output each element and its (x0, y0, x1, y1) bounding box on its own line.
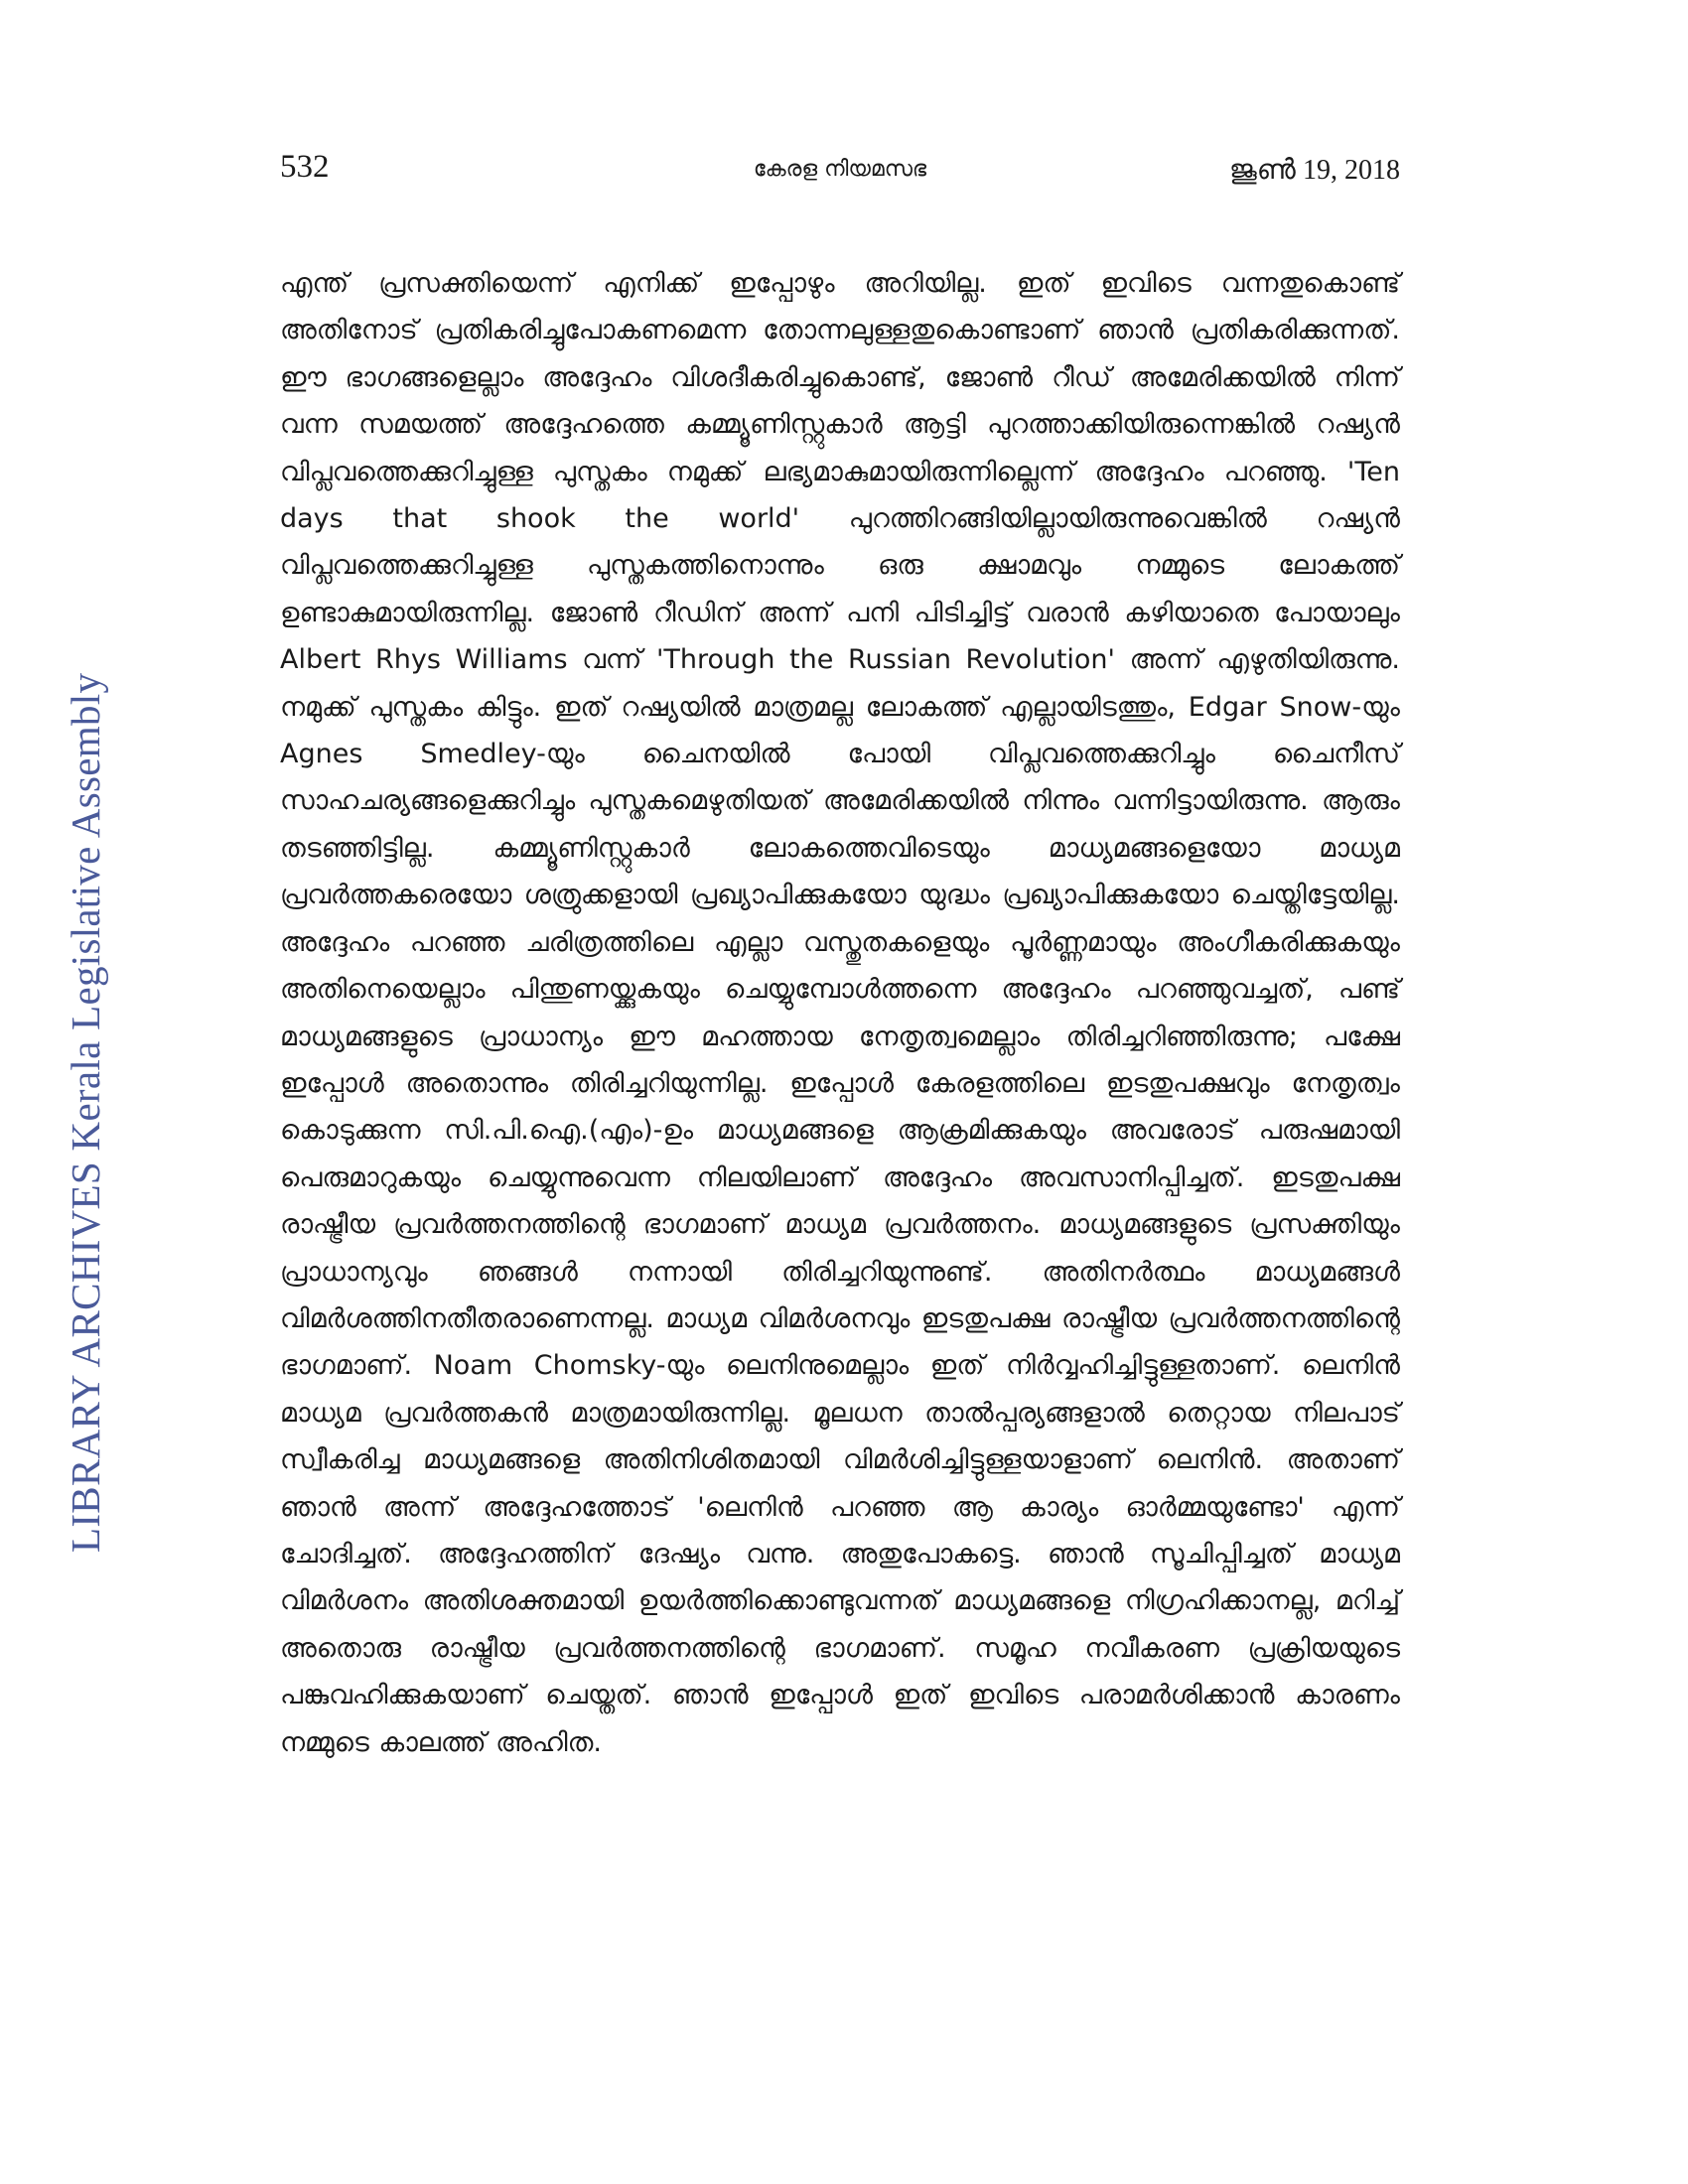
body-paragraph: എന്ത് പ്രസക്തിയെന്ന് എനിക്ക് ഇപ്പോഴും അറിയില്ല. ഇത് ഇവിടെ വന്നതുകൊണ്ട് അതിനോട് പ്രതികരിച്ചുപോകണമെന്ന തോന്നലുള്ളതുകൊണ്ടാണ് ഞാൻ പ്രതികരിക്കുന്നത്. ഈ ഭാഗങ്ങളെല്ലാം അദ്ദേഹം വിശദീകരിച്ചുകൊണ്ട്, ജോൺ റീഡ് അമേരിക്കയിൽ നിന്ന് വന്ന സമയത്ത് അദ്ദേഹത്തെ കമ്മ്യൂണിസ്റ്റുകാർ ആട്ടി പുറത്താക്കിയിരുന്നെങ്കിൽ റഷ്യൻ വിപ്ലവത്തെക്കുറിച്ചുള്ള പുസ്തകം നമുക്ക് ലഭ്യമാകുമായിരുന്നില്ലെന്ന് അദ്ദേഹം പറഞ്ഞു. 'Ten days that shook the world' പുറത്തിറങ്ങിയില്ലായിരുന്നുവെങ്കിൽ റഷ്യൻ വിപ്ലവത്തെക്കുറിച്ചുള്ള പുസ്തകത്തിനൊന്നും ഒരു ക്ഷാമവും നമ്മുടെ ലോകത്ത് ഉണ്ടാകുമായിരുന്നില്ല. ജോൺ റീഡിന് അന്ന് പനി പിടിച്ചിട്ട് വരാൻ കഴിയാതെ പോയാലും Albert Rhys Williams വന്ന് 'Through the Russian Revolution' അന്ന് എഴുതിയിരുന്നു. നമുക്ക് പുസ്തകം കിട്ടും. ഇത് റഷ്യയിൽ മാത്രമല്ല ലോകത്ത് എല്ലായിടത്തും, Edgar Snow-യും Agnes Smedley-യും ചൈനയിൽ പോയി വിപ്ലവത്തെക്കുറിച്ചും ചൈനീസ് സാഹചര്യങ്ങളെക്കുറിച്ചും പുസ്തകമെഴുതിയത് അമേരിക്കയിൽ നിന്നും വന്നിട്ടായിരുന്നു. ആരും തടഞ്ഞിട്ടില്ല. കമ്മ്യൂണിസ്റ്റുകാർ ലോകത്തെവിടെയും മാധ്യമങ്ങളെയോ മാധ്യമ പ്രവർത്തകരെയോ ശത്രുക്കളായി പ്രഖ്യാപിക്കുകയോ യുദ്ധം പ്രഖ്യാപിക്കുകയോ ചെയ്തിട്ടേയില്ല. അദ്ദേഹം പറഞ്ഞ ചരിത്രത്തിലെ എല്ലാ വസ്തുതകളെയും പൂർണ്ണമായും അംഗീകരിക്കുകയും അതിനെയെല്ലാം പിന്തുണയ്ക്കുകയും ചെയ്യുമ്പോൾത്തന്നെ അദ്ദേഹം പറഞ്ഞുവച്ചത്, പണ്ട് മാധ്യമങ്ങളുടെ പ്രാധാന്യം ഈ മഹത്തായ നേതൃത്വമെല്ലാം തിരിച്ചറിഞ്ഞിരുന്നു; പക്ഷേ ഇപ്പോൾ അതൊന്നും തിരിച്ചറിയുന്നില്ല. ഇപ്പോൾ കേരളത്തിലെ ഇടതുപക്ഷവും നേതൃത്വം കൊടുക്കുന്ന സി.പി.ഐ.(എം)-ഉം മാധ്യമങ്ങളെ ആക്രമിക്കുകയും അവരോട് പരുഷമായി പെരുമാറുകയും ചെയ്യുന്നുവെന്ന നിലയിലാണ് അദ്ദേഹം അവസാനിപ്പിച്ചത്. ഇടതുപക്ഷ രാഷ്ട്രീയ പ്രവർത്തനത്തിന്റെ ഭാഗമാണ് മാധ്യമ പ്രവർത്തനം. മാധ്യമങ്ങളുടെ പ്രസക്തിയും പ്രാധാന്യവും ഞങ്ങൾ നന്നായി തിരിച്ചറിയുന്നുണ്ട്. അതിനർത്ഥം മാധ്യമങ്ങൾ വിമർശത്തിനതീതരാണെന്നല്ല. മാധ്യമ വിമർശനവും ഇടതുപക്ഷ രാഷ്ട്രീയ പ്രവർത്തനത്തിന്റെ ഭാഗമാണ്. Noam Chomsky-യും ലെനിനുമെല്ലാം ഇത് നിർവ്വഹിച്ചിട്ടുള്ളതാണ്. ലെനിൻ മാധ്യമ പ്രവർത്തകൻ മാത്രമായിരുന്നില്ല. മൂലധന താൽപ്പര്യങ്ങളാൽ തെറ്റായ നിലപാട് സ്വീകരിച്ച മാധ്യമങ്ങളെ അതിനിശിതമായി വിമർശിച്ചിട്ടുള്ളയാളാണ് ലെനിൻ. അതാണ് ഞാൻ അന്ന് അദ്ദേഹത്തോട് 'ലെനിൻ പറഞ്ഞ ആ കാര്യം ഓർമ്മയുണ്ടോ' എന്ന് ചോദിച്ചത്. അദ്ദേഹത്തിന് ദേഷ്യം വന്നു. അതുപോകട്ടെ. ഞാൻ സൂചിപ്പിച്ചത് മാധ്യമ വിമർശനം അതിശക്തമായി ഉയർത്തിക്കൊണ്ടുവന്നത് മാധ്യമങ്ങളെ നിഗ്രഹിക്കാനല്ല, മറിച്ച് അതൊരു രാഷ്ട്രീയ പ്രവർത്തനത്തിന്റെ ഭാഗമാണ്. സമൂഹ നവീകരണ പ്രക്രിയയുടെ പങ്കുവഹിക്കുകയാണ് ചെയ്തത്. ഞാൻ ഇപ്പോൾ ഇത് ഇവിടെ പരാമർശിക്കാൻ കാരണം നമ്മുടെ കാലത്ത് അഹിത. (280, 268, 1400, 1758)
page-number: 532 (280, 149, 330, 185)
running-title: കേരള നിയമസഭ (753, 157, 927, 182)
header-date: ജൂൺ 19, 2018 (1229, 155, 1400, 186)
library-archives-stamp: LIBRARY ARCHIVES Kerala Legislative Assembly (63, 672, 108, 1553)
page-header (280, 149, 1400, 199)
